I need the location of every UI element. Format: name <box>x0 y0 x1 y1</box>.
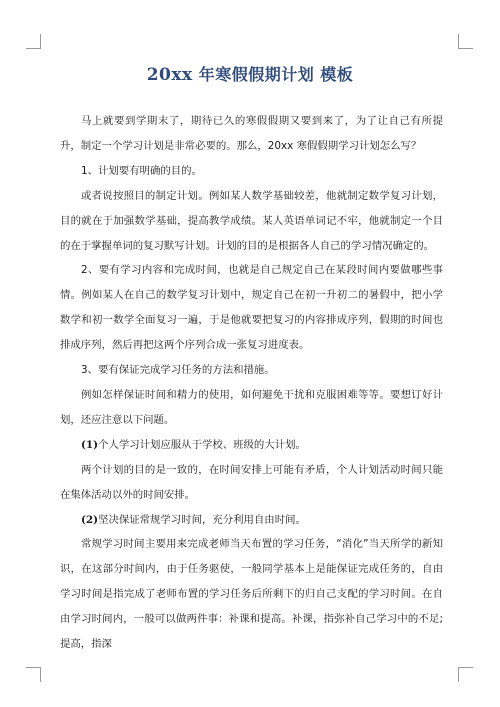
subhead-2-number: (2) <box>81 513 99 526</box>
subhead-2-text: 坚决保证常规学习时间，充分利用自由时间。 <box>98 513 306 526</box>
page-corner-mark-bottom-right <box>458 667 473 682</box>
document-body <box>60 109 443 657</box>
subhead-2 <box>60 508 443 533</box>
subhead-1-number: (1) <box>81 438 99 451</box>
subhead-1-text: 个人学习计划应服从于学校、班级的大计划。 <box>98 438 306 451</box>
point-2-paragraph: 2、要有学习内容和完成时间，也就是自己规定自己在某段时间内要做哪些事情。例如某人在自己的数学复习计划中，规定自己在初一升初二的暑假中，把小学数学和初一数学全面复习一遍，于是他就要把复习的内容排成序列，假期的时间也排成序列，然后再把这两个序列合成一张复习进度表。 <box>60 264 443 352</box>
subhead-2-body: 常规学习时间主要用来完成老师当天布置的学习任务，“消化”当天所学的新知识，在这部分时间内，由于任务驱使，一般同学基本上是能保证完成任务的，自由学习时间是指完成了老师布置的学习任务后所剩下的归自己支配的学习时间。在自由学习时间内，一般可以做两件事：补课和提高。补课，指弥补自己学习中的不足;提高，指深 <box>60 538 443 651</box>
intro-paragraph: 马上就要到学期末了，期待已久的寒假假期又要到来了，为了让自己有所提升，制定一个学习计划是非常必要的。那么，20xx 寒假假期学习计划怎么写？ <box>60 115 443 152</box>
subhead-1-body: 两个计划的目的是一致的，在时间安排上可能有矛盾，个人计划活动时间只能在集体活动以外的时间安排。 <box>60 463 443 501</box>
page-corner-mark-top-left <box>26 34 41 49</box>
page-corner-mark-top-right <box>458 34 473 49</box>
page-corner-mark-bottom-left <box>26 667 41 682</box>
document-title <box>0 62 500 85</box>
point-1-body: 或者说按照目的制定计划。例如某人数学基础较差，他就制定数学复习计划，目的就在于加强数学基础，提高教学成绩。某人英语单词记不牢，他就制定一个目的在于掌握单词的复习默写计划。计划的目的是根据各人自己的学习情况确定的。 <box>60 189 443 252</box>
document-title-year: 20xx <box>146 65 193 85</box>
document-title-text: 年寒假假期计划 模板 <box>192 65 354 84</box>
point-1-heading: 1、计划要有明确的目的。 <box>81 164 202 177</box>
point-3-body: 例如怎样保证时间和精力的使用，如何避免干扰和克服困难等等。要想订好计划，还应注意以下问题。 <box>60 388 443 426</box>
subhead-1 <box>60 433 443 458</box>
point-3-heading: 3、要有保证完成学习任务的方法和措施。 <box>81 364 275 377</box>
